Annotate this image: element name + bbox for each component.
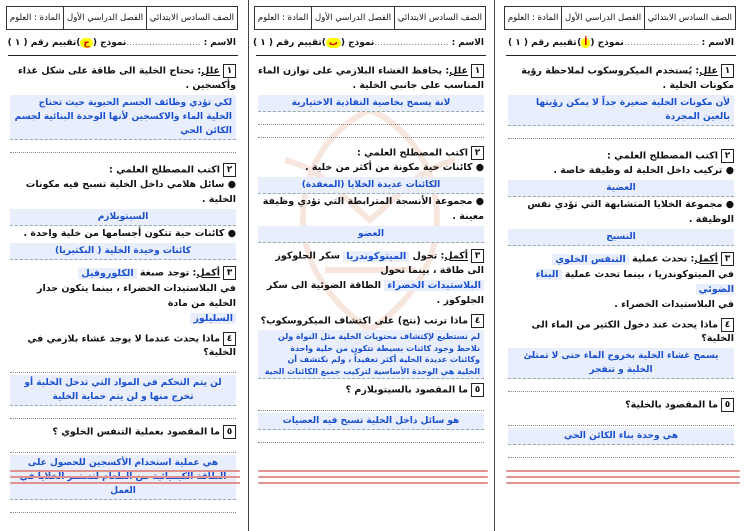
model-letter: ج — [80, 38, 93, 48]
answer-5: هي عملية استخدام الأكسجين للحصول على العمل — [10, 455, 236, 500]
term-item: ● كائنات حية تتكون أجسامها من خلية واحدة . — [23, 228, 236, 239]
answer-2b: كائنات وحيدة الخلية ( البكتيريا) — [10, 243, 236, 260]
divider — [506, 55, 736, 56]
name-row: الاسم : .......................... نموذج (أ) تقييم رقم ( ١ ) — [508, 38, 734, 48]
term-label: الفصل الدراسي الأول — [561, 7, 644, 29]
answer-line — [10, 360, 236, 373]
answer-4: لن يتم التحكم في المواد التي تدخل الخلية أو تخرج منها و لن يتم حماية الخلية — [10, 375, 236, 406]
term-label: الفصل الدراسي الأول — [63, 7, 146, 29]
answer-line — [258, 398, 484, 411]
answer-line — [258, 430, 484, 443]
question-4: ٤ماذا يحدث عندما لا يوجد غشاء بلازمي في الخلية؟ — [27, 333, 236, 358]
grade-label: الصف السادس الابتدائي — [394, 7, 485, 29]
name-row: الاسم : .......................... نموذج (ب) تقييم رقم ( ١ ) — [253, 38, 484, 48]
name-label: الاسم : — [203, 38, 236, 48]
answer-3b: البناء الضوئي — [535, 268, 734, 295]
question-2: ٢اكتب المصطلح العلمي : — [508, 149, 734, 164]
eval-label: تقييم رقم ( ١ ) — [508, 38, 577, 48]
page-decoration-lines — [258, 470, 488, 518]
subject-label: المادة : العلوم — [9, 13, 61, 23]
answer-4: يسمح غشاء الخلية بخروج الماء حتى لا تمتلئ الخلية و تنفجر — [508, 348, 734, 379]
question-3-cont: في البلاستيدات الخضراء ، بينما يتكون جدار الخلية من مادة — [37, 282, 236, 309]
subject-label: المادة : العلوم — [507, 13, 559, 23]
answer-line — [508, 126, 734, 139]
divider — [256, 55, 486, 56]
divider — [8, 55, 238, 56]
question-3-cont — [10, 311, 236, 326]
question-3: ٣أكمل: تحدث عملية التنفس الخلوي — [508, 252, 734, 267]
term-label: الفصل الدراسي الأول — [311, 7, 394, 29]
answer-3a: الكلوروفيل — [78, 268, 136, 279]
worksheet-column-model-b — [254, 6, 492, 526]
question-1: ١علل: يُستخدم الميكروسكوب لملاحظة رؤية مكونات الخلية . — [521, 65, 734, 91]
answer-2b: النسيج — [508, 229, 734, 246]
question-5: ٥ما المقصود بعملية التنفس الخلوي ؟ — [10, 425, 236, 440]
model-indicator: نموذج (ج) — [76, 38, 127, 48]
page-decoration-lines — [506, 470, 740, 518]
answer-3a: التنفس الخلوي — [552, 254, 628, 265]
answer-line — [508, 379, 734, 392]
answer-line — [508, 413, 734, 426]
question-5: ٥ما المقصود بالخلية؟ — [508, 398, 734, 413]
answer-2b: العضو — [258, 226, 484, 243]
answer-2a: العضية — [508, 180, 734, 197]
column-separator — [248, 0, 249, 531]
term-item: ● تركيب داخل الخلية له وظيفة خاصة . — [553, 165, 734, 176]
question-3-cont: البلاستيدات الخضراء الطاقة الضوئية الى سكر الجلوكوز . — [266, 279, 484, 306]
eval-label: تقييم رقم ( ١ ) — [253, 38, 322, 48]
grade-label: الصف السادس الابتدائي — [146, 7, 237, 29]
name-label: الاسم : — [701, 38, 734, 48]
name-row: الاسم : .......................... نموذج (ج) تقييم رقم ( ١ ) — [7, 38, 236, 48]
eval-label: تقييم رقم ( ١ ) — [7, 38, 77, 48]
model-indicator: نموذج (ب) — [321, 38, 375, 48]
term-item: ● مجموعة الأنسجة المترابطة التي تؤدي وظيفة معينة . — [262, 196, 484, 222]
answer-3b: السليلوز — [190, 313, 236, 324]
answer-2a: السيتوبلازم — [10, 209, 236, 226]
answer-line — [258, 112, 484, 125]
question-3: ٣أكمل: تحول الميتوكوندريا سكر الجلوكوز الى طاقة ، بينما تحول — [275, 250, 484, 276]
answer-1: لانة يسمح بخاصية النفاذية الاختيارية — [258, 95, 484, 112]
question-1: ١علل: تحتاج الخلية الى طاقة على شكل غذاء وأكسجين . — [17, 65, 236, 91]
answer-line — [10, 140, 236, 153]
answer-1: لأن مكونات الخلية صغيرة جداً لا يمكن رؤيتها بالعين المجردة — [508, 95, 734, 126]
answer-line — [508, 445, 734, 458]
name-label: الاسم : — [451, 38, 484, 48]
worksheet-column-model-a — [504, 6, 742, 526]
answer-3b: البلاستيدات الخضراء — [384, 280, 484, 291]
answer-line — [10, 406, 236, 419]
question-3-cont: في الميتوكوندريا ، بينما تحدث عملية البناء الضوئي — [535, 268, 734, 295]
term-item: ● سائل هلامي داخل الخلية تسبح فيه مكونات الخلية . — [25, 179, 236, 205]
answer-4: لم نستطيع لإكتشاف محتويات الخلية مثل النواة ولن نلاحظ وجود كائنات بسيطة تتكون من خلية واحدة وكائنات عديدة الخلية أكثر تعقيداً ، ولم نكتشف أن الخلية هي الوحدة الأساسية لتركيب جميع الكائنات الحية — [258, 330, 484, 379]
question-4: ٤ماذا ترتب (نتج) على اكتشاف الميكروسكوب؟ — [258, 314, 484, 329]
model-letter: أ — [581, 38, 590, 48]
answer-5: هو سائل داخل الخلية تسبح فيه العضيات — [258, 413, 484, 430]
worksheet-header — [254, 6, 486, 30]
question-1: ١علل: يحافظ الغشاء البلازمي على توازن الماء المناسب على جانبي الخلية . — [258, 65, 484, 91]
answer-5: هي وحدة بناء الكائن الحي — [508, 428, 734, 445]
worksheet-header — [6, 6, 238, 30]
model-letter: ب — [326, 38, 341, 48]
column-separator — [494, 0, 495, 531]
answer-3a: الميتوكوندريا — [343, 251, 409, 262]
question-2: ٢اكتب المصطلح العلمي : — [10, 163, 236, 178]
worksheet-column-model-c — [6, 6, 244, 526]
question-3: ٣أكمل: توجد صبغة الكلوروفيل — [10, 266, 236, 281]
question-5: ٥ما المقصود بالسيتوبلازم ؟ — [258, 383, 484, 398]
term-item: ● كائنات حية مكونة من أكثر من خلية . — [305, 162, 484, 173]
answer-line — [258, 125, 484, 138]
question-3-cont: في البلاستيدات الخضراء . — [614, 298, 734, 310]
question-2: ٢اكتب المصطلح العلمي : — [258, 146, 484, 161]
subject-label: المادة : العلوم — [257, 13, 309, 23]
answer-2a: الكائنات عديدة الخلايا (المعقدة) — [258, 177, 484, 194]
term-item: ● مجموعة الخلايا المتشابهة التي تؤدي نفس الوظيفة . — [527, 199, 734, 225]
answer-line — [10, 440, 236, 453]
worksheet-header — [504, 6, 736, 30]
question-4: ٤ماذا يحدث عند دخول الكثير من الماء الى الخلية؟ — [531, 319, 734, 344]
page-decoration-lines — [10, 470, 240, 518]
answer-1: لكي تؤدي وظائف الجسم الحيوية حيث تحتاج الخلية الماء والاكسجين لأنها الوحدة البنائية لجسم الكائن الحي — [10, 95, 236, 140]
model-indicator: نموذج (أ) — [577, 38, 624, 48]
grade-label: الصف السادس الابتدائي — [644, 7, 735, 29]
